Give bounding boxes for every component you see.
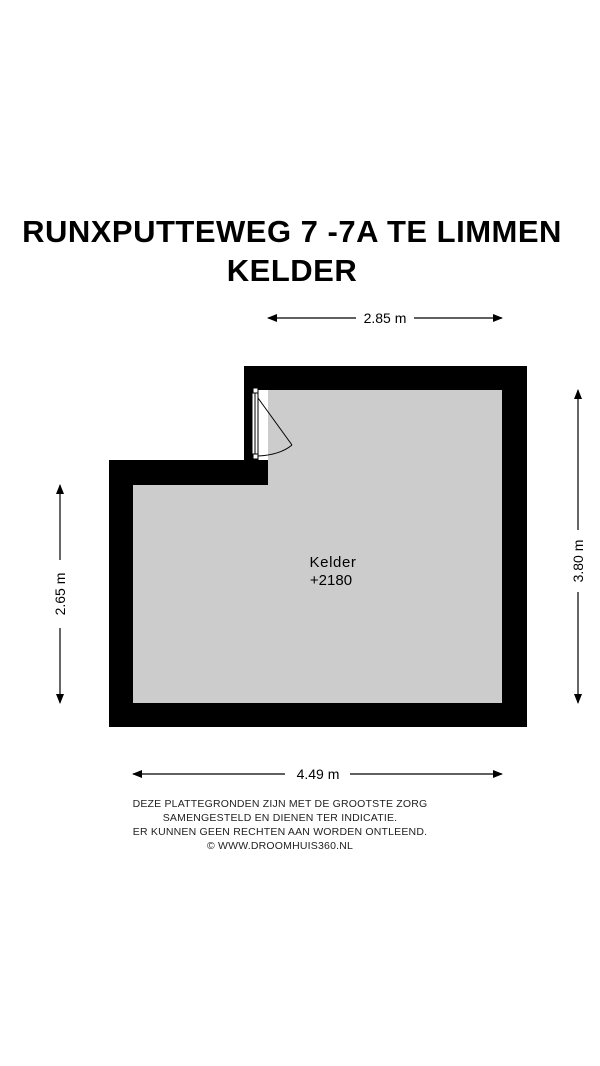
- disclaimer: [0, 797, 600, 853]
- room-name-label: Kelder: [309, 554, 357, 571]
- dimension-left: [52, 485, 68, 703]
- dimension-bottom: [133, 766, 502, 782]
- dimension-left-label: 2.65 m: [52, 572, 68, 616]
- copyright-notice: © WWW.DROOMHUIS360.NL: [206, 840, 354, 852]
- dimension-top: [268, 310, 502, 326]
- dimension-right-label: 3.80 m: [570, 539, 586, 583]
- floor-name-title: KELDER: [226, 253, 358, 288]
- dimension-top-label: 2.85 m: [363, 310, 407, 326]
- dimension-right: [570, 390, 586, 703]
- room-elevation-label: +2180: [309, 572, 353, 589]
- room-floor: [133, 390, 502, 703]
- disclaimer-line-2: SAMENGESTELD EN DIENEN TER INDICATIE.: [162, 812, 398, 824]
- disclaimer-line-3: ER KUNNEN GEEN RECHTEN AAN WORDEN ONTLEEND.: [132, 826, 428, 838]
- plan-title: RUNXPUTTEWEG 7 -7A TE LIMMEN: [22, 214, 562, 249]
- disclaimer-line-1: DEZE PLATTEGRONDEN ZIJN MET DE GROOTSTE ZORG: [132, 798, 428, 810]
- dimension-bottom-label: 4.49 m: [296, 766, 340, 782]
